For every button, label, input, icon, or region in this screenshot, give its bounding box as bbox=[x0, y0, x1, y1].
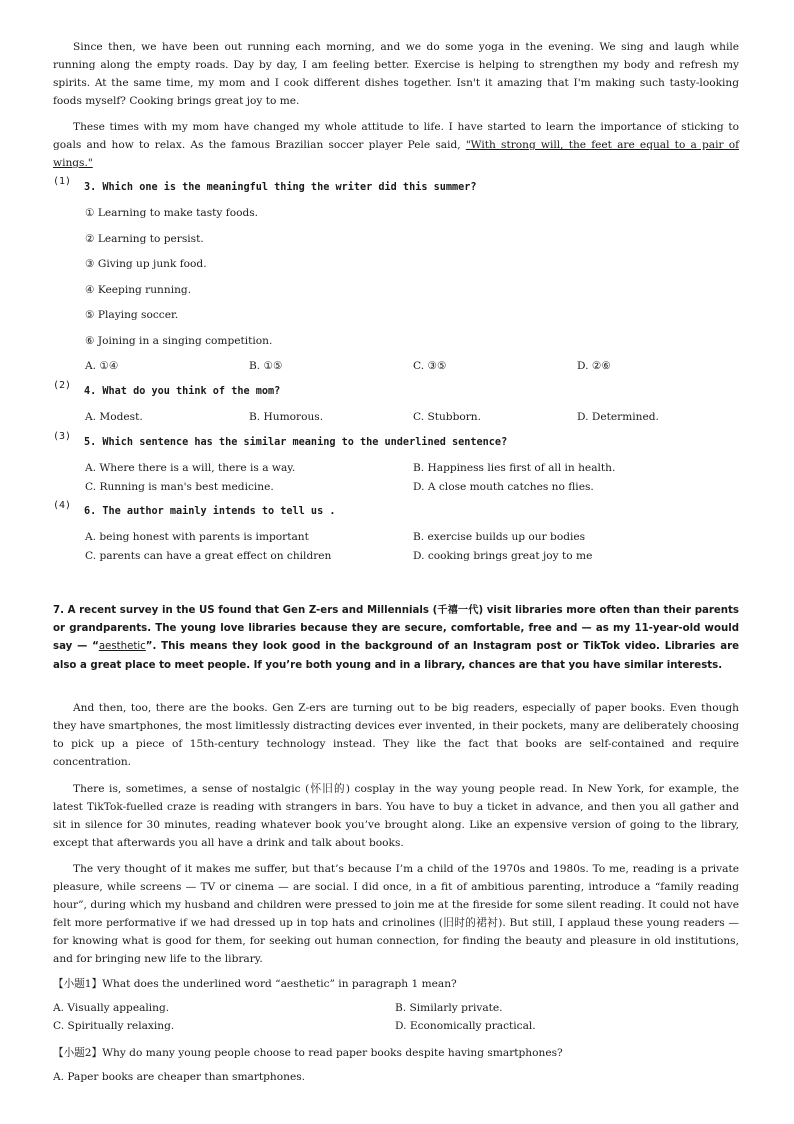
passage2-paragraph4: The very thought of it makes me suffer, but that’s because I’m a child of the 1970s and 1980s. To me, reading is a private pleasure, while screens — TV or cinema — are social. I did once, in a fit of ambitious parenting, introduce a “family reading hour”, during which my husband and children were pressed to join me at the fireside for some silent reading. It could not have felt more performative if we had dressed up in top hats and crinolines (旧时的裙衬). But still, I applaud these young readers — for knowing what is good for them, for seeking out human connection, for finding the beauty and pleasure in old institutions, and for bringing new life to the library. bbox=[53, 863, 739, 966]
underlined-sentence: "With strong will, the feet are equal to a pair of wings." bbox=[53, 139, 739, 170]
passage1-paragraph2: These times with my mom have changed my whole attitude to life. I have started to learn the importance of sticking to goals and how to relax. As the famous Brazilian soccer player Pele said, "With strong will, the feet are equal to a pair of wings." bbox=[53, 121, 739, 170]
passage2-paragraph1: 7. A recent survey in the US found that Gen Z-ers and Millennials (千禧一代) visit libraries more often than their parents or grandparents. The young love libraries because they are secure, comfortable, free and — as my 11-year-old would say — “aesthetic”. This means they look good in the background of an Instagram post or TikTok video. Libraries are also a great place to meet people. If you’re both young and in a library, chances are that you have similar interests. bbox=[53, 605, 739, 671]
question-stem: 【小题1】What does the underlined word “aesthetic” in paragraph 1 mean? bbox=[53, 978, 457, 990]
list-item: ⑥ Joining in a singing competition. bbox=[85, 335, 273, 347]
question-stem: 5. Which sentence has the similar meaning to the underlined sentence? bbox=[84, 437, 508, 448]
question-number: (3) bbox=[53, 431, 72, 442]
answer-option-d[interactable]: D. cooking brings great joy to me bbox=[413, 550, 593, 562]
underlined-word: aesthetic bbox=[98, 641, 146, 653]
passage2-paragraph3: There is, sometimes, a sense of nostalgic (怀旧的) cosplay in the way young people read. In New York, for example, the latest TikTok-fuelled craze is reading with strangers in bars. You have to buy a ticket in advance, and then you all gather and sit in silence for 30 minutes, reading whatever book you’ve brought along. Like an expensive version of going to the library, except that afterwards you all have a drink and talk about books. bbox=[53, 783, 739, 850]
answer-option-c[interactable]: C. Running is man's best medicine. bbox=[85, 481, 274, 493]
answer-option-b[interactable]: B. Humorous. bbox=[249, 411, 324, 423]
question-stem: 【小题2】Why do many young people choose to read paper books despite having smartphones? bbox=[53, 1047, 563, 1059]
answer-option-a[interactable]: A. Paper books are cheaper than smartphones. bbox=[53, 1071, 306, 1083]
answer-option-a[interactable]: A. Where there is a will, there is a way. bbox=[85, 462, 296, 474]
answer-option-a[interactable]: A. ①④ bbox=[85, 360, 119, 372]
list-item: ① Learning to make tasty foods. bbox=[85, 207, 259, 219]
answer-option-a[interactable]: A. Visually appealing. bbox=[53, 1002, 170, 1014]
answer-option-d[interactable]: D. A close mouth catches no flies. bbox=[413, 481, 594, 493]
answer-option-c[interactable]: C. Spiritually relaxing. bbox=[53, 1020, 175, 1032]
answer-option-d[interactable]: D. ②⑥ bbox=[577, 360, 611, 372]
answer-option-a[interactable]: A. being honest with parents is important bbox=[85, 531, 309, 543]
answer-option-b[interactable]: B. Similarly private. bbox=[395, 1002, 503, 1014]
list-item: ③ Giving up junk food. bbox=[85, 258, 207, 270]
list-item: ② Learning to persist. bbox=[85, 233, 204, 245]
question-number: (1) bbox=[53, 176, 72, 187]
question-stem: 6. The author mainly intends to tell us . bbox=[84, 506, 336, 517]
answer-option-a[interactable]: A. Modest. bbox=[85, 411, 143, 423]
question-stem: 4. What do you think of the mom? bbox=[84, 386, 281, 397]
answer-option-d[interactable]: D. Economically practical. bbox=[395, 1020, 536, 1032]
answer-option-b[interactable]: B. Happiness lies first of all in health. bbox=[413, 462, 616, 474]
question-number: (2) bbox=[53, 380, 72, 391]
passage1-paragraph1: Since then, we have been out running each morning, and we do some yoga in the evening. We sing and laugh while running along the empty roads. Day by day, I am feeling better. Exercise is helping to strengthen my body and refresh my spirits. At the same time, my mom and I cook different dishes together. Isn't it amazing that I'm making such tasty-looking foods myself? Cooking brings great joy to me. bbox=[53, 41, 739, 108]
answer-option-b[interactable]: B. ①⑤ bbox=[249, 360, 283, 372]
passage2-paragraph2: And then, too, there are the books. Gen Z-ers are turning out to be big readers, especially of paper books. Even though they have smartphones, the most limitlessly distracting devices ever invented, in their pockets, many are deliberately choosing to pick up a piece of 15th-century technology instead. They like the fact that books are self-contained and require concentration. bbox=[53, 702, 739, 769]
answer-option-c[interactable]: C. Stubborn. bbox=[413, 411, 481, 423]
question-stem: 3. Which one is the meaningful thing the writer did this summer? bbox=[84, 182, 477, 193]
answer-option-c[interactable]: C. parents can have a great effect on children bbox=[85, 550, 332, 562]
answer-option-d[interactable]: D. Determined. bbox=[577, 411, 659, 423]
answer-option-b[interactable]: B. exercise builds up our bodies bbox=[413, 531, 586, 543]
question-number: (4) bbox=[53, 500, 72, 511]
list-item: ④ Keeping running. bbox=[85, 284, 192, 296]
answer-option-c[interactable]: C. ③⑤ bbox=[413, 360, 447, 372]
list-item: ⑤ Playing soccer. bbox=[85, 309, 179, 321]
